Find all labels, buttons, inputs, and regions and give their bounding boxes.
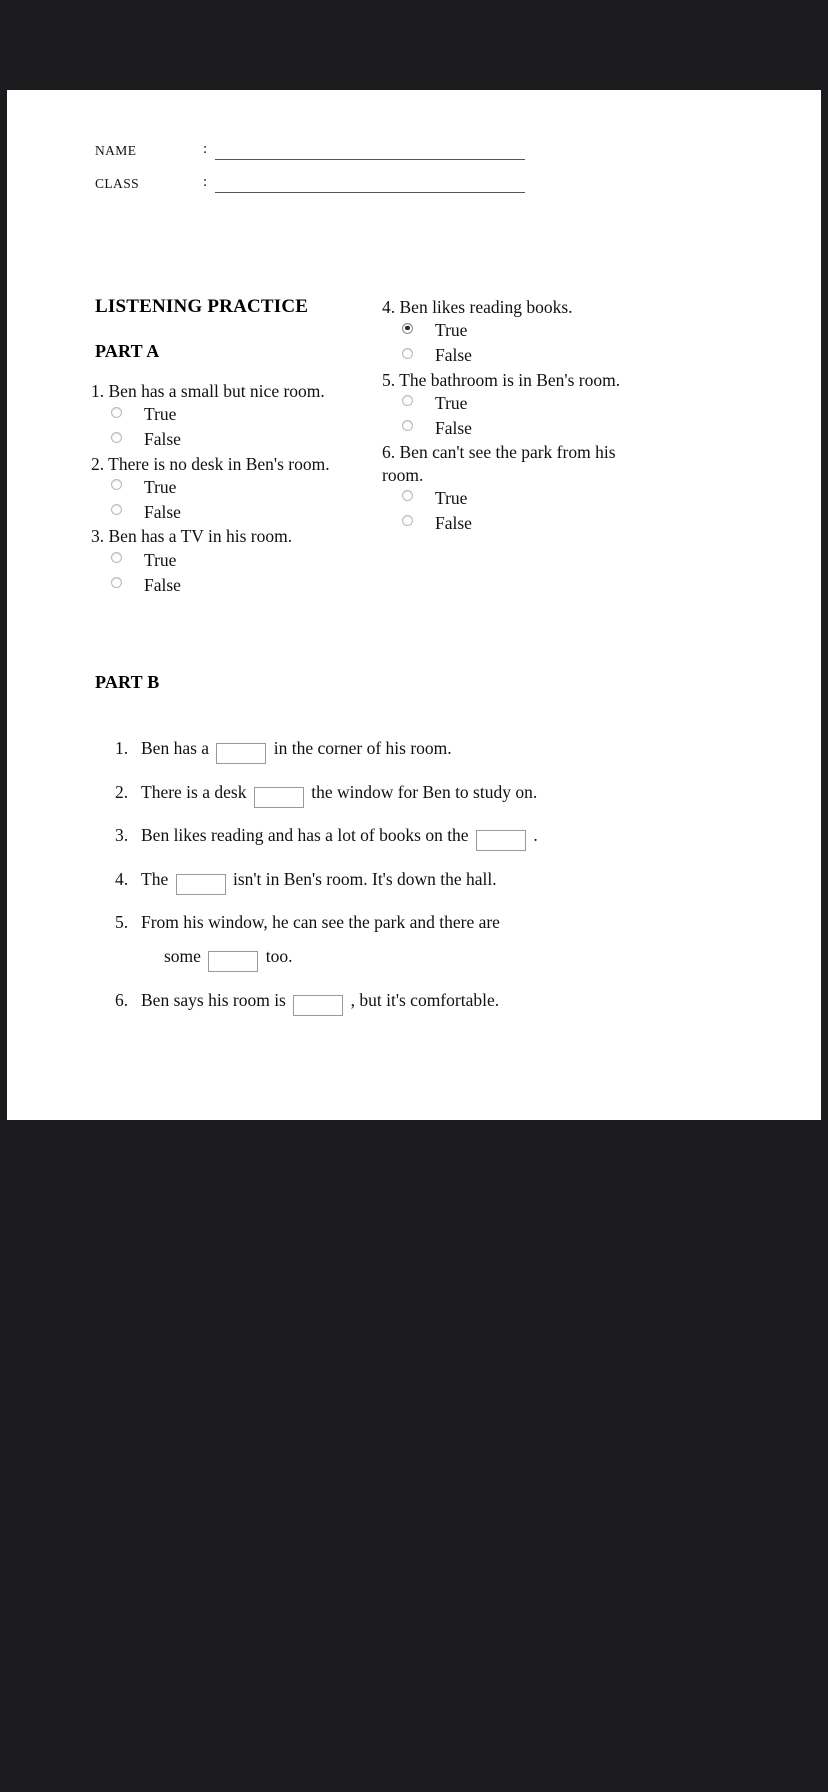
item-text-before: The — [141, 868, 169, 889]
radio-icon[interactable] — [111, 577, 122, 588]
radio-icon[interactable] — [402, 348, 413, 359]
question-5-text: 5. The bathroom is in Ben's room. — [382, 369, 621, 390]
part-a-left-column — [91, 380, 353, 598]
fill-blank-input[interactable] — [476, 830, 526, 851]
part-a-heading: PART A — [95, 341, 160, 361]
option-label: True — [435, 488, 468, 509]
item-text-after: the window for Ben to study on. — [311, 781, 538, 802]
part-b-item — [115, 779, 725, 808]
radio-icon[interactable] — [111, 479, 122, 490]
worksheet-page — [7, 90, 821, 1120]
option-label: True — [144, 549, 177, 570]
class-label: CLASS — [95, 175, 140, 191]
item-number: 5. — [115, 912, 129, 932]
fill-blank-input[interactable] — [254, 787, 304, 808]
item-text-before: Ben has a — [141, 738, 210, 758]
question-3-text: 3. Ben has a TV in his room. — [91, 526, 293, 547]
item-number: 1. — [115, 738, 129, 758]
item-text-before: From his window, he can see the park and there are — [141, 912, 500, 932]
part-b-item — [115, 822, 725, 851]
question-1-option-true[interactable] — [91, 403, 353, 428]
option-label: True — [144, 404, 177, 425]
name-write-line[interactable] — [215, 145, 525, 160]
class-colon: : — [203, 174, 208, 190]
question-3-option-false[interactable] — [91, 573, 353, 598]
name-row — [95, 127, 525, 160]
radio-icon-selected[interactable] — [402, 323, 413, 334]
question-6-option-true[interactable] — [382, 486, 632, 511]
part-b-item — [115, 987, 725, 1016]
question-5-option-false[interactable] — [382, 416, 632, 441]
option-label: False — [435, 417, 472, 438]
item-text-after: in the corner of his room. — [273, 738, 452, 758]
option-label: True — [435, 392, 468, 413]
part-b-item — [115, 909, 725, 972]
question-1-option-false[interactable] — [91, 428, 353, 453]
part-b-list — [115, 735, 725, 1030]
item-number: 4. — [115, 868, 129, 889]
question-2-options — [91, 475, 353, 525]
page-title: LISTENING PRACTICE — [95, 296, 309, 317]
question-3-option-true[interactable] — [91, 548, 353, 573]
question-4-option-false[interactable] — [382, 344, 632, 369]
radio-icon[interactable] — [402, 490, 413, 501]
question-3-options — [91, 548, 353, 598]
fill-blank-input[interactable] — [176, 874, 226, 895]
question-4-option-true[interactable] — [382, 319, 632, 344]
question-4-text: 4. Ben likes reading books. — [382, 297, 573, 317]
item-number: 3. — [115, 825, 129, 845]
item-text-before: Ben likes reading and has a lot of books on the — [141, 825, 469, 845]
item-text-second-after: too. — [265, 946, 293, 966]
fill-blank-input[interactable] — [216, 743, 266, 764]
part-a-right-column — [382, 296, 632, 536]
item-text-before: There is a desk — [141, 781, 247, 802]
part-b-item — [115, 735, 725, 764]
radio-icon[interactable] — [111, 407, 122, 418]
question-2-option-false[interactable] — [91, 500, 353, 525]
option-label: True — [144, 476, 177, 497]
option-label: False — [435, 345, 472, 366]
option-label: False — [144, 429, 181, 450]
name-label: NAME — [95, 142, 137, 158]
item-text-after: , but it's comfortable. — [350, 989, 500, 1010]
option-label: False — [144, 574, 181, 595]
radio-icon[interactable] — [402, 395, 413, 406]
class-row — [95, 160, 525, 193]
question-6-option-false[interactable] — [382, 511, 632, 536]
radio-icon[interactable] — [402, 420, 413, 431]
item-text-before: Ben says his room is — [141, 989, 286, 1010]
radio-icon[interactable] — [111, 552, 122, 563]
item-text-after: isn't in Ben's room. It's down the hall. — [232, 868, 497, 889]
item-text-after: . — [533, 825, 538, 845]
fill-blank-input[interactable] — [293, 995, 343, 1016]
radio-icon[interactable] — [111, 504, 122, 515]
radio-icon[interactable] — [111, 432, 122, 443]
student-info-block — [95, 127, 525, 193]
question-5-options — [382, 391, 632, 441]
question-6-text: 6. Ben can't see the park from his room. — [382, 442, 616, 485]
item-text-second-before: some — [164, 946, 201, 966]
radio-icon[interactable] — [402, 515, 413, 526]
part-b-item — [115, 866, 725, 895]
part-b-heading: PART B — [95, 672, 160, 692]
class-write-line[interactable] — [215, 178, 525, 193]
option-label: True — [435, 320, 468, 341]
question-2-text: 2. There is no desk in Ben's room. — [91, 453, 330, 474]
item-number: 2. — [115, 781, 129, 802]
question-1-text: 1. Ben has a small but nice room. — [91, 381, 325, 401]
option-label: False — [144, 501, 181, 522]
item-number: 6. — [115, 989, 129, 1010]
question-4-options — [382, 319, 632, 369]
question-6-options — [382, 486, 632, 536]
fill-blank-input[interactable] — [208, 951, 258, 972]
question-1-options — [91, 403, 353, 453]
question-5-option-true[interactable] — [382, 391, 632, 416]
option-label: False — [435, 513, 472, 534]
question-2-option-true[interactable] — [91, 475, 353, 500]
name-colon: : — [203, 141, 208, 157]
